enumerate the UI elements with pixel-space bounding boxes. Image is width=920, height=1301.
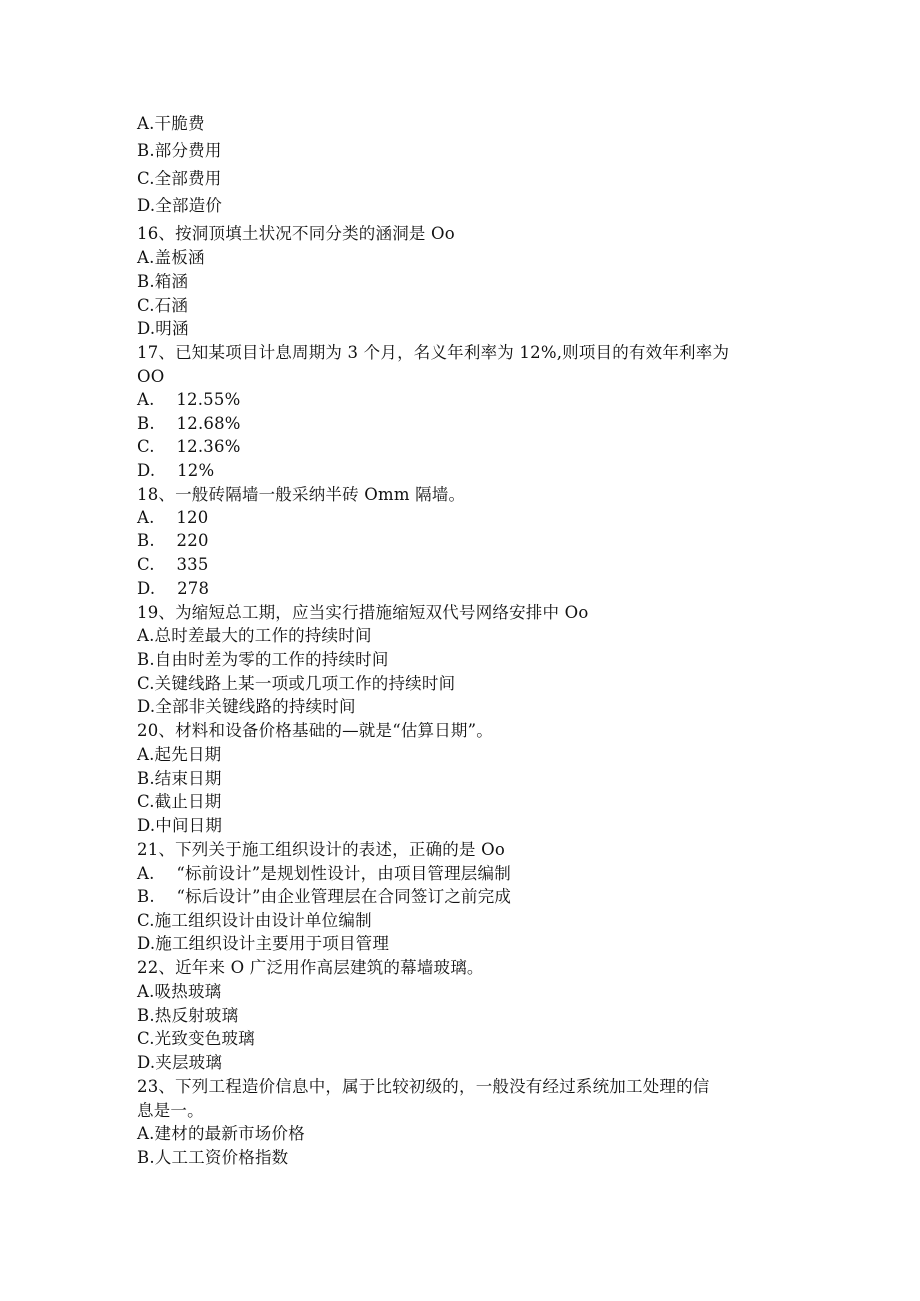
text-line: D. 278: [137, 579, 210, 598]
text-line: D.明涵: [137, 319, 189, 338]
text-line: A.起先日期: [137, 745, 222, 764]
text-line: B. 12.68%: [137, 414, 241, 433]
text-line: A. 120: [137, 508, 209, 527]
text-line: A.建材的最新市场价格: [137, 1124, 305, 1143]
text-line: C.光致变色玻璃: [137, 1029, 255, 1048]
text-line: 21、下列关于施工组织设计的表述，正确的是 Oo: [137, 840, 506, 859]
text-line: C.截止日期: [137, 792, 222, 811]
text-line: D.施工组织设计主要用于项目管理: [137, 934, 390, 953]
text-line: 19、为缩短总工期，应当实行措施缩短双代号网络安排中 Oo: [137, 603, 589, 622]
text-line: A. “标前设计”是规划性设计，由项目管理层编制: [137, 864, 511, 883]
text-line: B. 220: [137, 531, 209, 550]
text-line: C. 335: [137, 555, 209, 574]
text-line: A.吸热玻璃: [137, 982, 222, 1001]
text-line: B.结束日期: [137, 769, 222, 788]
text-line: D. 12%: [137, 461, 215, 480]
text-line: 23、下列工程造价信息中，属于比较初级的，一般没有经过系统加工处理的信: [137, 1077, 710, 1096]
text-line: 20、材料和设备价格基础的—就是“估算日期”。: [137, 721, 493, 740]
text-line: A. 12.55%: [137, 390, 241, 409]
text-line: C.关键线路上某一项或几项工作的持续时间: [137, 674, 456, 693]
text-line: A.干脆费: [137, 114, 205, 133]
text-line: B.热反射玻璃: [137, 1006, 239, 1025]
text-line: 22、近年来 O 广泛用作高层建筑的幕墙玻璃。: [137, 958, 484, 977]
text-line: OO: [137, 367, 165, 386]
text-line: B.人工工资价格指数: [137, 1148, 289, 1167]
text-line: B.自由时差为零的工作的持续时间: [137, 650, 389, 669]
text-line: C.施工组织设计由设计单位编制: [137, 911, 372, 930]
text-line: C.石涵: [137, 296, 189, 315]
text-line: A.盖板涵: [137, 248, 205, 267]
text-line: C. 12.36%: [137, 437, 241, 456]
text-line: B.部分费用: [137, 141, 222, 160]
text-line: D.全部造价: [137, 196, 223, 215]
text-line: 16、按洞顶填土状况不同分类的涵洞是 Oo: [137, 224, 455, 243]
text-line: B.箱涵: [137, 272, 189, 291]
text-line: D.中间日期: [137, 816, 223, 835]
text-line: 息是一。: [137, 1101, 204, 1120]
text-line: 17、已知某项目计息周期为 3 个月，名义年利率为 12%,则项目的有效年利率为: [137, 343, 730, 362]
text-line: D.全部非关键线路的持续时间: [137, 697, 356, 716]
text-line: D.夹层玻璃: [137, 1053, 223, 1072]
text-line: A.总时差最大的工作的持续时间: [137, 626, 372, 645]
text-line: 18、一般砖隔墙一般采纳半砖 Omm 隔墙。: [137, 485, 466, 504]
text-line: B. “标后设计”由企业管理层在合同签订之前完成: [137, 887, 512, 906]
text-line: C.全部费用: [137, 169, 222, 188]
